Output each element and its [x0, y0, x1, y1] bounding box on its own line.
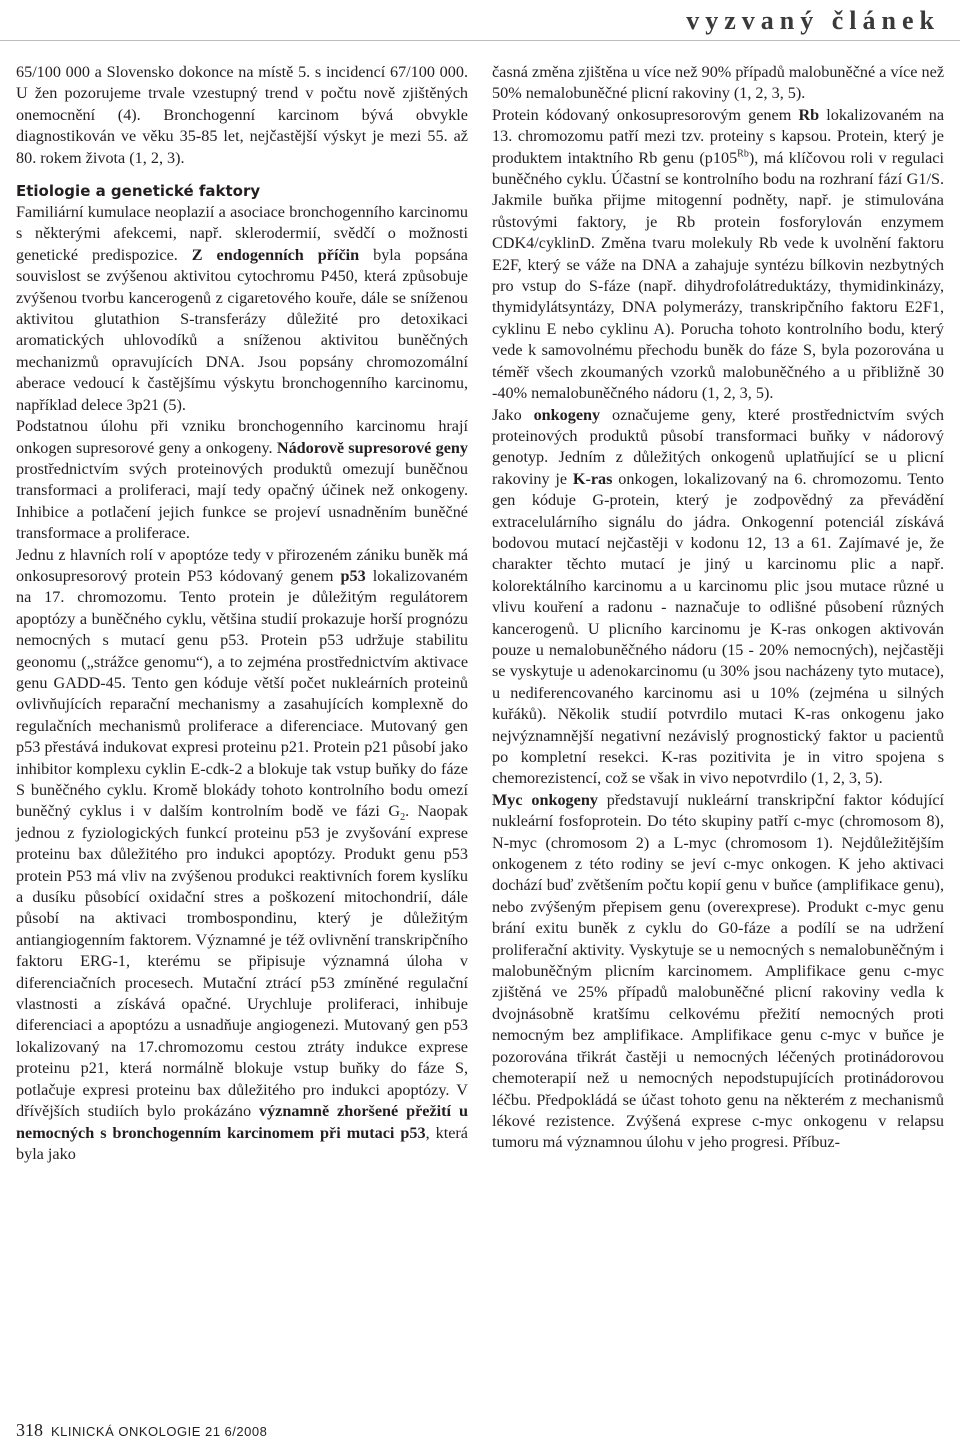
paragraph: Protein kódovaný onkosupresorovým genem Rb lokalizovaném na 13. chromozomu patří mezi tzv. proteiny s kapsou. Protein, který je produktem intaktního Rb genu $(p105^{Rb})$, má klíčovou roli v regulaci buněčného cyklu. Účastní se kontrolního bodu na rozhraní fází G1/S. Jakmile buňka přijme mitogenní podněty, např. je stimulována růstovými faktory, je Rb protein fosforylován enzymem CDK4/cyklinD. Změna tvaru molekuly Rb vede k uvolnění faktoru E2F, který se váže na DNA a zahajuje syntézu bílkovin nezbytných pro vstup do S-fáze (např. dihydrofolátreduktázy, thymidinkinázy, thymidylátsyntázy, DNA polymerázy, transkripčního faktoru E2F1, cyklinu E nebo cyklinu A). Porucha tohoto kontrolního bodu, který vede k samovolnému přechodu buněk do fáze S, byla pozorována u téměř všech zkoumaných vzorků malobuněčného a u přibližně 30 -40% nemalobuněčného nádoru (1, 2, 3, 5). — [492, 105, 945, 403]
paragraph: Jednu z hlavních rolí v apoptóze tedy v přirozeném zániku buněk má onkosupresorový protein P53 kódovaný genem p53 lokalizovaném na 17. chromozomu. Tento protein je důležitým regulátorem apoptózy a buněčného cyklu, většina studií prokazuje horší prognózu nemocných s mutací genu p53. Protein p53 udržuje stabilitu geonomu („strážce genomu“), a to zejména prostřednictvím aktivace genu GADD-45. Tento gen kóduje větší počet nukleárních proteinů ovlivňujících reparační mechanismy a zasahujících komplexně do regulačních mechanismů proliferace a diferenciace. Mutovaný gen p53 přestává indukovat expresi proteinu p21. Protein p21 působí jako inhibitor komplexu cyklin E-cdk-2 a blokuje tak vstup buňky do fáze S buněčného cyklu. Kromě blokády tohoto kontrolního bodu omezí buněčný cyklus i v dalším kontrolním bodě ve fázi $G_2$. Naopak jednou z fyziologických funkcí proteinu p53 je zvyšování exprese proteinu bax důležitého pro indukci apoptózy. Produkt genu p53 protein P53 má vliv na zvýšenou produkci reaktivních forem kyslíku a dusíku působící oxidační stres a poškození mitochondrií, dále působí na aktivaci trombospondinu, který je důležitým antiangiogenním faktorem. Významné je též ovlivnění transkripčního faktoru ERG-1, kterému se připisuje významná úloha v diferenciačních procesech. Mutační ztrácí p53 zmíněné regulační vlastnosti a získává opačné. Urychluje proliferaci, inhibuje diferenciaci a apoptózu a usnadňuje angiogenezi. Mutovaný gen p53 lokalizovaný na 17.chromozomu cestou ztráty indukce exprese proteinu p21, která normálně blokuje vstup buňky do fáze S, potlačuje expresi proteinu bax důležitého pro indukci apoptózy. V dřívějších studiích bylo prokázáno významně zhoršené přežití u nemocných s bronchogenním karcinomem při mutaci p53, která byla jako — [16, 545, 468, 1163]
right-column — [492, 62, 944, 1154]
paragraph: 65/100 000 a Slovensko dokonce na místě 5. s incidencí 67/100 000. U žen pozorujeme trvale vzestupný trend v počtu nově zjištěných onemocnění (4). Bronchogenní karcinom bývá obvykle diagnostikován ve věku 35-85 let, nejčastější výskyt je mezi 55. až 80. rokem života (1, 2, 3). — [16, 63, 468, 167]
paragraph: časná změna zjištěna u více než 90% případů malobuněčné a více než 50% nemalobuněčné plicní rakoviny (1, 2, 3, 5). — [492, 63, 944, 103]
paragraph: Podstatnou úlohu při vzniku bronchogenního karcinomu hrají onkogen supresorové geny a onkogeny. Nádorově supresorové geny prostřednictvím svých proteinových produktů omezují buněčnou transformaci a proliferaci, mají tedy opačný účinek než onkogeny. Inhibice a potlačení jejich funkce se projeví usnadněním buněčné transformace a proliferace. — [16, 417, 469, 543]
section-title: vyzvaný článek — [686, 6, 940, 35]
header-divider — [0, 40, 960, 41]
journal-citation: KLINICKÁ ONKOLOGIE 21 6/2008 — [51, 1424, 268, 1439]
section-heading: Etiologie a genetické faktory — [16, 182, 261, 201]
paragraph: Familiární kumulace neoplazií a asociace bronchogenního karcinomu s některými afekcemi, např. sklerodermií, svědčí o možnosti genetické predispozice. Z endogenních příčin byla popsána souvislost se zvýšenou aktivitou cytochromu P450, která způsobuje zvýšenou tvorbu kancerogenů z cigaretového kouře, dále se sníženou aktivitou glutathion S-transferázy důležité pro detoxikaci aromatických uhlovodíků a sníženou aktivitou buněčných mechanizmů opravujících DNA. Jsou popsány chromozomální aberace vedoucí k častějšímu výskytu bronchogenního karcinomu, například delece 3p21 (5). — [16, 203, 468, 414]
page-number: 318 — [16, 1420, 43, 1440]
page-header — [0, 0, 960, 40]
paragraph: Jako onkogeny označujeme geny, které prostřednictvím svých proteinových produktů působí transformaci buňky v nádorový genotyp. Jedním z důležitých onkogenů uplatňující se u plicní rakoviny je K-ras onkogen, lokalizovaný na 6. chromozomu. Tento gen kóduje G-protein, který je zodpovědný za převádění extracelulárního signálu do jádra. Onkogenní potenciál získává bodovou mutací nejčastěji v kodonu 12, 13 a 61. Zajímavé je, že charakter těchto mutací je jiný u karcinomu plic a např. kolorektálního karcinomu a u karcinomu plic jsou mutace různé u vlivu kouření a radonu - naznačuje to odlišné působení různých kancerogenů. U plicního karcinomu je K-ras onkogen aktivován pouze u nemalobuněčného nádoru (15 - 20% nemocných), nejčastěji se vyskytuje u adenokarcinomu (u 30% jsou nacházeny tyto mutace), u nediferencovaného karcinomu asi u 10% (zejména u silných kuřáků). Několik studií potvrdilo mutaci K-ras onkogenu jako nejvýznamnější negativní nezávislý prognostický faktor u pacientů po kompletní resekci. K-ras pozitivita je in vitro spojena s chemorezistencí, což se však in vivo nepotvrdilo (1, 2, 3, 5). — [492, 405, 945, 788]
paragraph: Myc onkogeny představují nukleární transkripční faktor kódující nukleární fosfoprotein. Do této skupiny patří c-myc (chromosom 8), N-myc (chromosom 2) a L-myc (chromosom 1). Nejdůležitějším onkogenem z této rodiny se jeví c-myc onkogen. K jeho aktivaci dochází buď zvětšením počtu kopií genu v buňce (amplifikace genu), nebo zvýšeným přepisem genu (overexprese). Produkt c-myc genu brání exitu buněk z cyklu do G0-fáze a podílí se na udržení proliferační aktivity. Vyskytuje se u nemocných s nemalobuněčným i malobuněčným plicním karcinomem. Amplifikace genu c-myc zjištěná ve 25% případů malobuněčné plicní rakoviny vedla k dvojnásobně kratšímu celkovému přežití nemocných proti nemocným bez amplifikace. Amplifikace genu c-myc v buňce je pozorována třikrát častěji u nemocných léčených protinádorovou chemoterapií než u nemocných nepodstupujících protinádorovou léčbu. Předpokládá se účast tohoto genu na některém z mechanismů lékové rezistence. Zvýšená exprese c-myc onkogenu v relapsu tumoru má významnou úlohu v jeho progresi. Příbuz- — [492, 790, 945, 1152]
left-column — [16, 62, 468, 1165]
page-footer — [16, 1420, 267, 1441]
